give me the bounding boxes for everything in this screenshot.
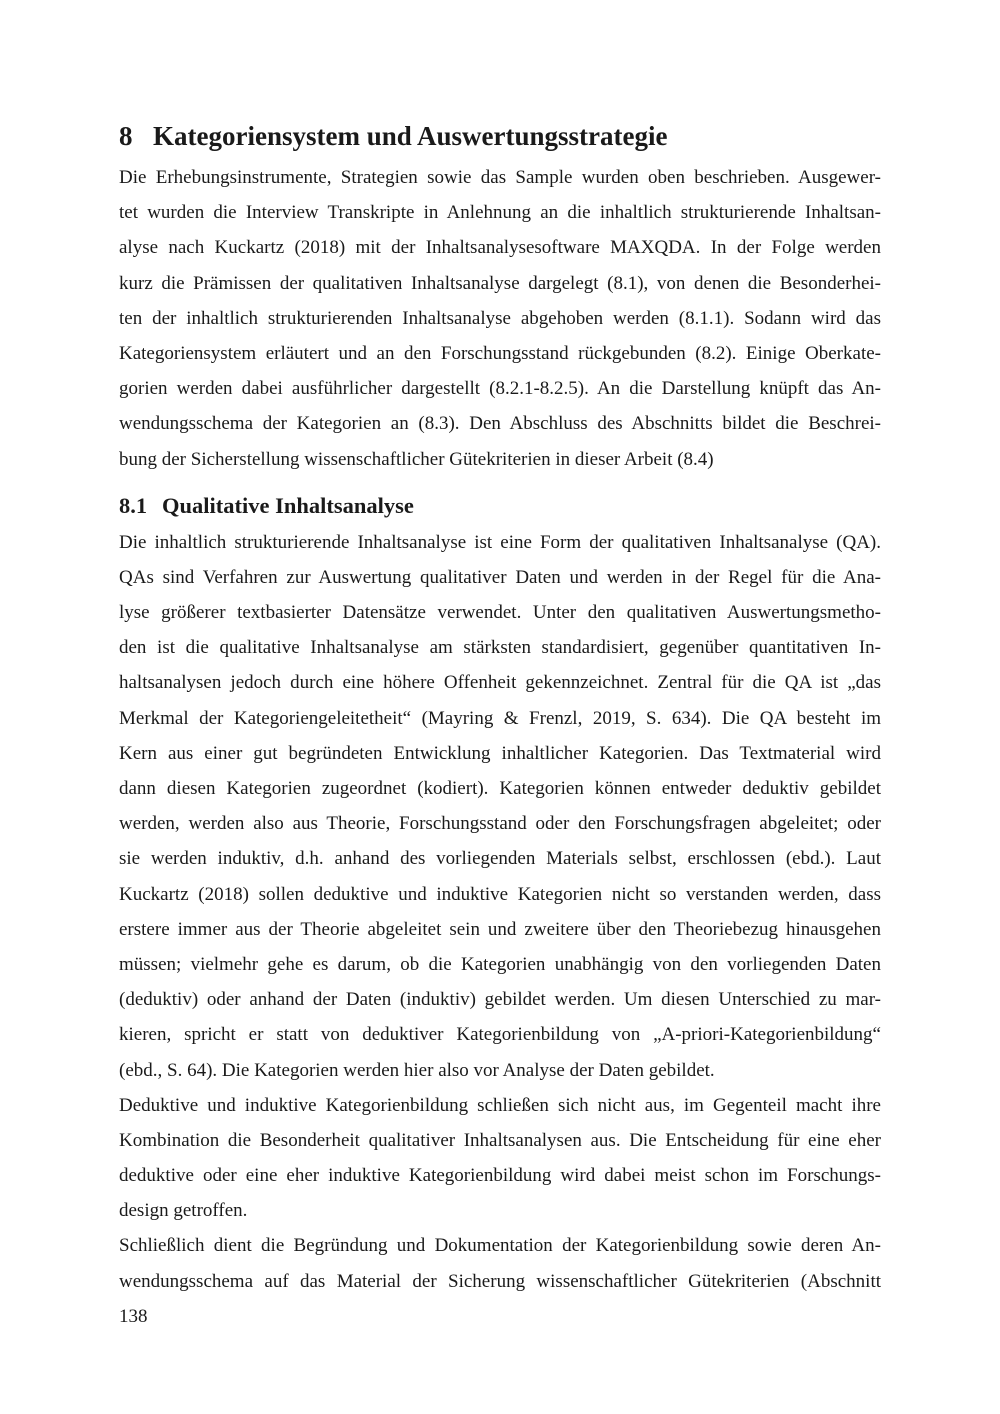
text-line: deduktive oder eine eher induktive Kategorienbildung wird dabei meist schon im Forschungs- — [119, 1165, 881, 1187]
text-line: dann diesen Kategorien zugeordnet (kodiert). Kategorien können entweder deduktiv gebildet — [119, 778, 881, 799]
page-body — [119, 118, 881, 1299]
text-line: ten der inhaltlich strukturierenden Inhaltsanalyse abgehoben werden (8.1.1). Sodann wird das — [119, 307, 881, 329]
text-line: werden, werden also aus Theorie, Forschungsstand oder den Forschungsfragen abgeleitet; oder — [119, 813, 881, 835]
text-line: bung der Sicherstellung wissenschaftlicher Gütekriterien in dieser Arbeit (8.4) — [119, 448, 714, 470]
paragraph-1 — [119, 525, 881, 1088]
text-line: wendungsschema auf das Material der Sicherung wissenschaftlicher Gütekriterien (Abschnitt — [119, 1270, 881, 1292]
chapter-title: Kategoriensystem und Auswertungsstrategie — [153, 121, 668, 151]
paragraph-3 — [119, 1228, 881, 1298]
page-number: 138 — [119, 1306, 148, 1327]
section-title: Qualitative Inhaltsanalyse — [162, 492, 414, 518]
text-line: QAs sind Verfahren zur Auswertung qualitativer Daten und werden in der Regel für die Ana- — [119, 566, 881, 588]
text-line: den ist die qualitative Inhaltsanalyse am stärksten standardisiert, gegenüber quantitativen In- — [119, 637, 881, 659]
text-line: kurz die Prämissen der qualitativen Inhaltsanalyse dargelegt (8.1), von denen die Besonderhei- — [119, 272, 881, 294]
text-line: (deduktiv) oder anhand der Daten (induktiv) gebildet werden. Um diesen Unterschied zu mar- — [119, 989, 881, 1011]
section-number: 8.1 — [119, 492, 148, 518]
text-line: kieren, spricht er statt von deduktiver Kategorienbildung von „A-priori-Kategorienbildung“ — [119, 1024, 881, 1046]
text-line: Kuckartz (2018) sollen deduktive und induktive Kategorien nicht so verstanden werden, dass — [119, 883, 881, 905]
text-line: design getroffen. — [119, 1200, 248, 1222]
text-line: Merkmal der Kategoriengeleitetheit“ (Mayring & Frenzl, 2019, S. 634). Die QA besteht im — [119, 707, 881, 729]
section-heading — [119, 491, 881, 521]
text-line: müssen; vielmehr gehe es darum, ob die Kategorien unabhängig von den vorliegenden Daten — [119, 953, 881, 975]
text-line: Deduktive und induktive Kategorienbildung schließen sich nicht aus, im Gegenteil macht ihre — [119, 1094, 881, 1116]
text-line: alyse nach Kuckartz (2018) mit der Inhaltsanalysesoftware MAXQDA. In der Folge werden — [119, 237, 881, 259]
text-line: haltsanalysen jedoch durch eine höhere Offenheit gekennzeichnet. Zentral für die QA ist „das — [119, 672, 881, 694]
paragraph-2 — [119, 1088, 881, 1229]
intro-paragraph — [119, 160, 881, 477]
text-line: Schließlich dient die Begründung und Dokumentation der Kategorienbildung sowie deren An- — [119, 1235, 881, 1257]
text-line: wendungsschema der Kategorien an (8.3). Den Abschluss des Abschnitts bildet die Beschrei- — [119, 413, 881, 435]
text-line: Kern aus einer gut begründeten Entwicklung inhaltlicher Kategorien. Das Textmaterial wird — [119, 742, 881, 764]
text-line: (ebd., S. 64). Die Kategorien werden hier also vor Analyse der Daten gebildet. — [119, 1059, 715, 1081]
text-line: tet wurden die Interview Transkripte in Anlehnung an die inhaltlich strukturierende Inhaltsan- — [119, 202, 881, 224]
text-line: lyse größerer textbasierter Datensätze verwendet. Unter den qualitativen Auswertungsmetho- — [119, 602, 881, 624]
text-line: sie werden induktiv, d.h. anhand des vorliegenden Materials selbst, erschlossen (ebd.). Laut — [119, 848, 881, 870]
text-line: Kategoriensystem erläutert und an den Forschungsstand rückgebunden (8.2). Einige Oberkate- — [119, 342, 881, 364]
chapter-heading — [119, 118, 881, 154]
text-line: Die Erhebungsinstrumente, Strategien sowie das Sample wurden oben beschrieben. Ausgewer- — [119, 167, 881, 188]
text-line: gorien werden dabei ausführlicher dargestellt (8.2.1-8.2.5). An die Darstellung knüpft das An- — [119, 378, 881, 400]
text-line: erstere immer aus der Theorie abgeleitet sein und zweitere über den Theoriebezug hinausgehen — [119, 918, 881, 940]
chapter-number: 8 — [119, 121, 133, 151]
text-line: Die inhaltlich strukturierende Inhaltsanalyse ist eine Form der qualitativen Inhaltsanalyse (QA). — [119, 531, 881, 553]
text-line: Kombination die Besonderheit qualitativer Inhaltsanalysen aus. Die Entscheidung für eine eher — [119, 1129, 881, 1151]
